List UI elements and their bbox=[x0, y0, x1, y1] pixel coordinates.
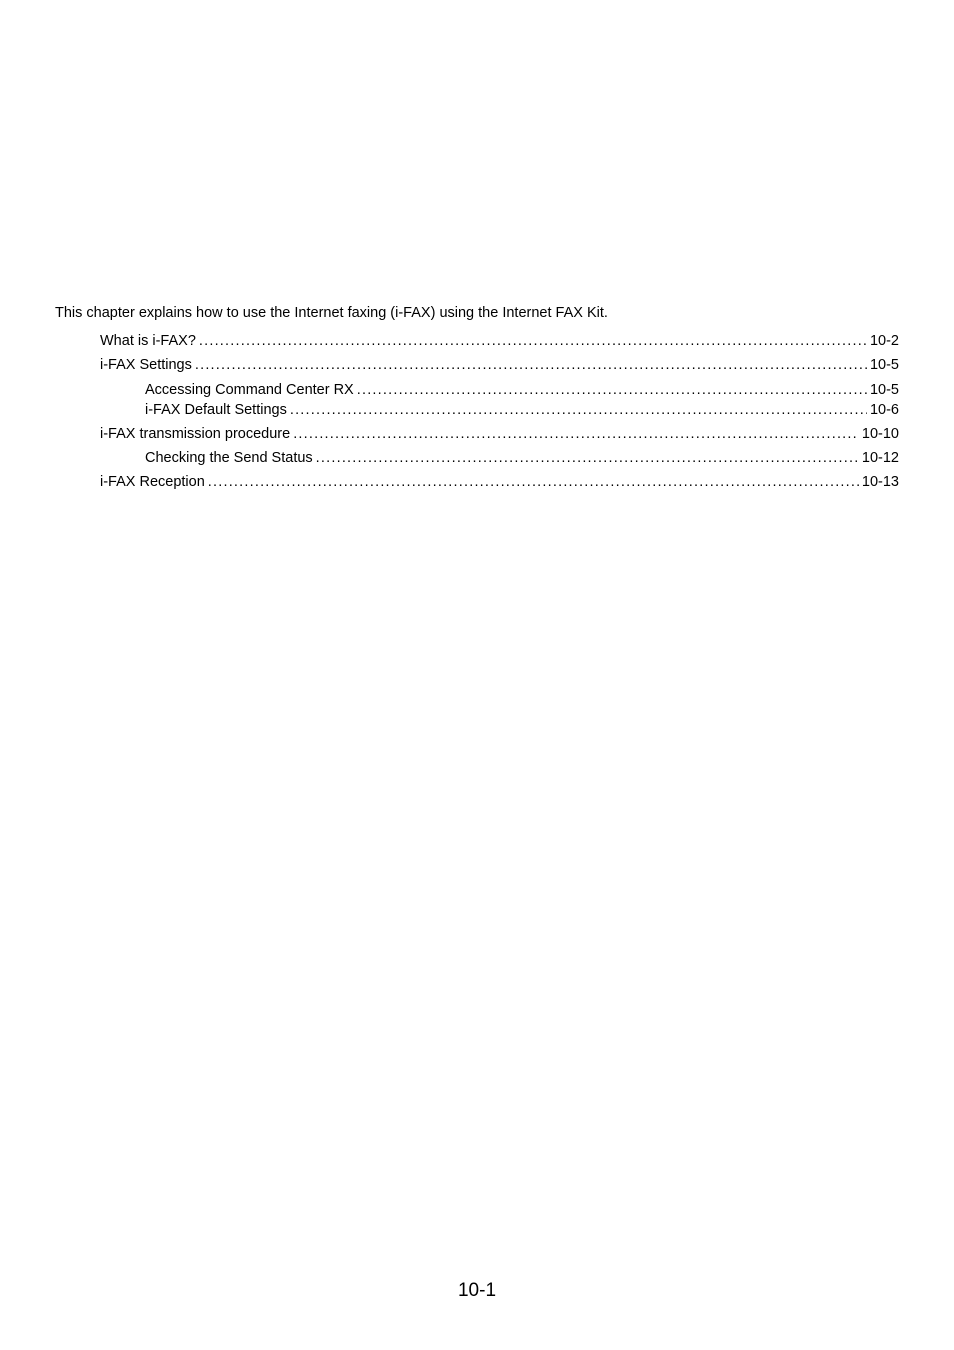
page-number: 10-1 bbox=[457, 1280, 497, 1301]
toc-entry-ifax-reception[interactable] bbox=[100, 473, 899, 491]
toc-entry-title: i-FAX Settings bbox=[100, 357, 192, 373]
toc-entry-title: Accessing Command Center RX bbox=[145, 382, 354, 398]
toc-entry-page: 10-10 bbox=[861, 426, 899, 442]
toc-entry-title: What is i-FAX? bbox=[100, 333, 196, 349]
toc-entry-page: 10-5 bbox=[869, 357, 899, 373]
toc-dot-leader bbox=[357, 381, 867, 399]
toc-entry-ifax-settings[interactable] bbox=[100, 356, 899, 374]
toc-dot-leader bbox=[316, 449, 859, 467]
toc-dot-leader bbox=[208, 473, 859, 491]
toc-dot-leader bbox=[195, 356, 867, 374]
toc-entry-page: 10-6 bbox=[869, 402, 899, 418]
toc-entry-title: i-FAX transmission procedure bbox=[100, 426, 291, 442]
toc-dot-leader bbox=[290, 401, 867, 419]
toc-entry-page: 10-2 bbox=[869, 333, 899, 349]
toc-entry-ifax-default-settings[interactable] bbox=[145, 401, 899, 419]
toc-entry-title: Checking the Send Status bbox=[145, 450, 313, 466]
toc-entry-what-is-ifax[interactable] bbox=[100, 332, 899, 350]
toc-entry-page: 10-5 bbox=[869, 382, 899, 398]
toc-entry-title: i-FAX Reception bbox=[100, 474, 205, 490]
toc-entry-checking-send-status[interactable] bbox=[145, 449, 899, 467]
toc-dot-leader bbox=[199, 332, 867, 350]
chapter-intro: This chapter explains how to use the Internet faxing (i-FAX) using the Internet FAX Kit. bbox=[55, 305, 608, 321]
toc-dot-leader bbox=[293, 425, 859, 443]
toc-entry-ifax-transmission[interactable] bbox=[100, 425, 899, 443]
toc-entry-title: i-FAX Default Settings bbox=[145, 402, 287, 418]
toc-entry-accessing-command-center[interactable] bbox=[145, 381, 899, 399]
toc-entry-page: 10-12 bbox=[861, 450, 899, 466]
toc-entry-page: 10-13 bbox=[861, 474, 899, 490]
